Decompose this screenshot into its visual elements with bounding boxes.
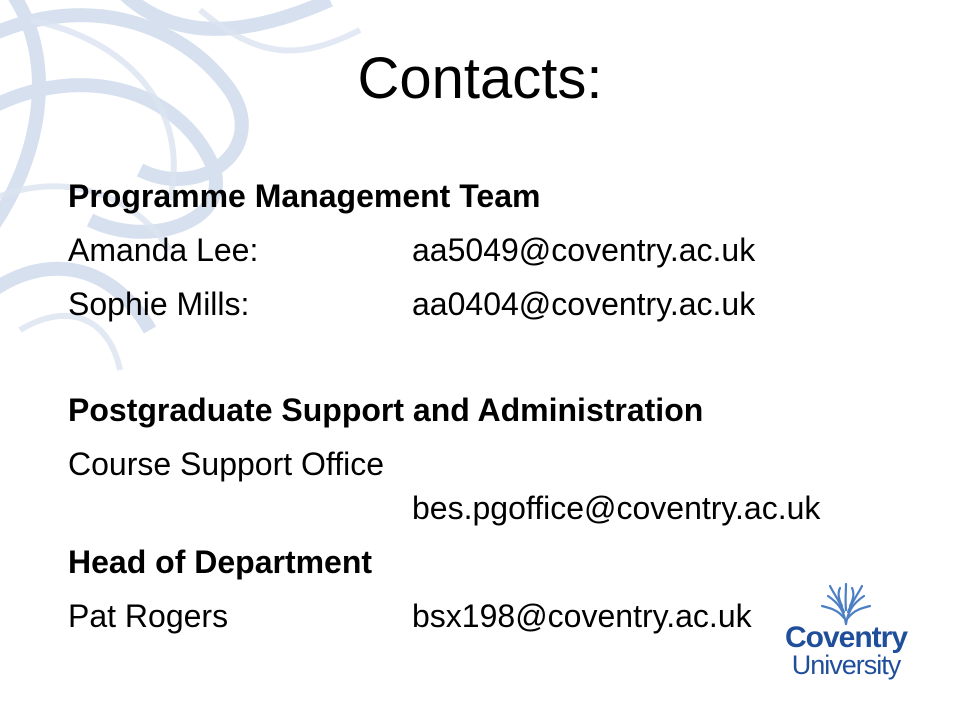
- logo-text-coventry: Coventry: [784, 621, 908, 654]
- section-heading-programme-management: Programme Management Team: [68, 178, 541, 214]
- contact-row: [68, 596, 752, 636]
- contact-email[interactable]: aa0404@coventry.ac.uk: [412, 286, 756, 322]
- contact-email[interactable]: bsx198@coventry.ac.uk: [412, 598, 752, 634]
- coventry-university-logo: [776, 582, 916, 682]
- logo-text-university: University: [791, 650, 901, 680]
- section-heading-postgraduate-support: Postgraduate Support and Administration: [68, 392, 704, 428]
- slide-title: Contacts:: [357, 46, 603, 111]
- contact-name: Sophie Mills:: [68, 286, 250, 322]
- contact-row: [68, 284, 756, 324]
- contact-name: Pat Rogers: [68, 598, 229, 634]
- contact-row: [68, 488, 821, 528]
- contact-name: Course Support Office: [68, 446, 385, 482]
- contact-email[interactable]: aa5049@coventry.ac.uk: [412, 232, 756, 268]
- contact-name: Amanda Lee:: [68, 232, 259, 268]
- phoenix-icon: [820, 582, 872, 626]
- contact-email[interactable]: bes.pgoffice@coventry.ac.uk: [412, 490, 821, 526]
- section-heading-head-of-department: Head of Department: [68, 544, 373, 580]
- contact-row: [68, 230, 756, 270]
